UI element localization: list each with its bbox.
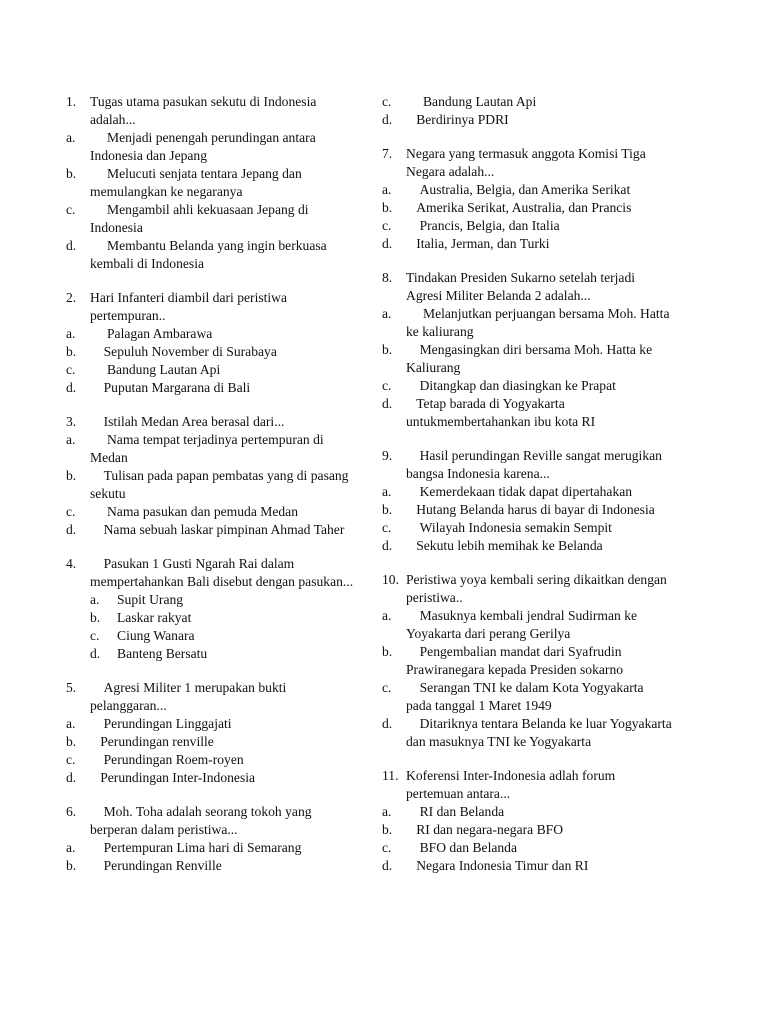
answer-option <box>382 483 672 501</box>
answer-option-text: Ciung Wanara <box>117 628 195 643</box>
question-stem-text: Koferensi Inter-Indonesia adlah forum pertemuan antara... <box>406 768 616 801</box>
answer-option-marker: b. <box>382 502 393 517</box>
question-8 <box>382 269 672 431</box>
question-stem-text: Agresi Militer 1 merupakan bukti pelanggaran... <box>90 680 287 713</box>
answer-option <box>382 377 672 395</box>
answer-option <box>66 751 356 769</box>
answer-option-text: RI dan negara-negara BFO <box>406 822 564 837</box>
question-stem-marker: 4. <box>66 556 77 571</box>
answer-option-text: Ditariknya tentara Belanda ke luar Yogyakarta dan masuknya TNI ke Yogyakarta <box>406 716 672 749</box>
answer-option-marker: c. <box>382 94 392 109</box>
answer-option-text: Melanjutkan perjuangan bersama Moh. Hatta ke kaliurang <box>406 306 670 339</box>
question-stem <box>66 679 356 715</box>
answer-option-marker: a. <box>90 592 100 607</box>
answer-option-marker: c. <box>382 218 392 233</box>
question-stem <box>66 555 356 591</box>
answer-option-text: Hutang Belanda harus di bayar di Indonesia <box>406 502 655 517</box>
answer-option-marker: a. <box>66 840 76 855</box>
answer-option-marker: a. <box>66 716 76 731</box>
answer-option <box>382 217 672 235</box>
answer-option-text: Tulisan pada papan pembatas yang di pasang sekutu <box>90 468 349 501</box>
question-stem-text: Hari Infanteri diambil dari peristiwa pertempuran.. <box>90 290 288 323</box>
answer-option-marker: c. <box>66 202 76 217</box>
answer-option-text: Perundingan Linggajati <box>90 716 232 731</box>
answer-option-text: Masuknya kembali jendral Sudirman ke Yoyakarta dari perang Gerilya <box>406 608 638 641</box>
question-stem-text: Istilah Medan Area berasal dari... <box>90 414 285 429</box>
question-stem-marker: 7. <box>382 146 393 161</box>
answer-option-marker: d. <box>66 770 77 785</box>
answer-option-text: Bandung Lautan Api <box>406 94 537 109</box>
answer-option-text: Mengasingkan diri bersama Moh. Hatta ke Kaliurang <box>406 342 653 375</box>
answer-option-marker: a. <box>382 484 392 499</box>
answer-option <box>66 857 356 875</box>
answer-option <box>66 165 356 201</box>
answer-option <box>66 431 356 467</box>
left-column <box>66 93 356 891</box>
answer-option-marker: a. <box>66 326 76 341</box>
answer-option <box>66 129 356 165</box>
answer-option-text: Tetap barada di Yogyakarta untukmembertahankan ibu kota RI <box>406 396 596 429</box>
answer-option-marker: d. <box>382 858 393 873</box>
question-stem-marker: 2. <box>66 290 77 305</box>
question-stem-text: Pasukan 1 Gusti Ngarah Rai dalam mempertahankan Bali disebut dengan pasukan... <box>90 556 354 589</box>
question-9 <box>382 447 672 555</box>
answer-option <box>66 201 356 237</box>
answer-option-marker: d. <box>382 396 393 411</box>
question-1 <box>66 93 356 273</box>
answer-option-text: Perundingan Roem-royen <box>90 752 244 767</box>
question-stem-text: Negara yang termasuk anggota Komisi Tiga Negara adalah... <box>406 146 646 179</box>
answer-option-marker: d. <box>382 538 393 553</box>
answer-option-marker: c. <box>66 504 76 519</box>
answer-option-marker: c. <box>66 752 76 767</box>
answer-option <box>66 361 356 379</box>
answer-option-text: Negara Indonesia Timur dan RI <box>406 858 589 873</box>
answer-option-marker: b. <box>382 644 393 659</box>
answer-option-marker: c. <box>382 840 392 855</box>
answer-option <box>382 839 672 857</box>
answer-option-text: Bandung Lautan Api <box>90 362 221 377</box>
question-4 <box>66 555 356 663</box>
question-stem <box>382 767 672 803</box>
answer-option-marker: a. <box>382 182 392 197</box>
answer-option <box>382 857 672 875</box>
answer-option <box>382 537 672 555</box>
answer-option <box>66 325 356 343</box>
question-10 <box>382 571 672 751</box>
answer-option <box>90 591 356 609</box>
question-stem-text: Tindakan Presiden Sukarno setelah terjadi Agresi Militer Belanda 2 adalah... <box>406 270 636 303</box>
answer-option-marker: a. <box>382 306 392 321</box>
answer-option-marker: d. <box>382 236 393 251</box>
answer-option <box>382 305 672 341</box>
answer-option-text: Wilayah Indonesia semakin Sempit <box>406 520 612 535</box>
question-stem-text: Hasil perundingan Reville sangat merugikan bangsa Indonesia karena... <box>406 448 662 481</box>
answer-option-text: Membantu Belanda yang ingin berkuasa kembali di Indonesia <box>90 238 327 271</box>
question-6 <box>66 803 356 875</box>
answer-option-text: Amerika Serikat, Australia, dan Prancis <box>406 200 632 215</box>
question-stem-marker: 11. <box>382 768 399 783</box>
answer-option-text: Nama tempat terjadinya pertempuran di Medan <box>90 432 324 465</box>
question-stem-marker: 6. <box>66 804 77 819</box>
answer-option <box>90 609 356 627</box>
question-stem-text: Moh. Toha adalah seorang tokoh yang berperan dalam peristiwa... <box>90 804 312 837</box>
answer-option <box>66 769 356 787</box>
question-stem-text: Peristiwa yoya kembali sering dikaitkan dengan peristiwa.. <box>406 572 667 605</box>
question-stem <box>66 289 356 325</box>
answer-option-text: Supit Urang <box>117 592 184 607</box>
answer-option-text: Pertempuran Lima hari di Semarang <box>90 840 302 855</box>
answer-option <box>66 733 356 751</box>
answer-option-text: Berdirinya PDRI <box>406 112 509 127</box>
question-stem <box>382 269 672 305</box>
answer-option-text: Nama pasukan dan pemuda Medan <box>90 504 298 519</box>
question-stem <box>66 413 356 431</box>
question-11 <box>382 767 672 875</box>
answer-option-text: Italia, Jerman, dan Turki <box>406 236 550 251</box>
answer-option <box>382 679 672 715</box>
answer-option-marker: b. <box>382 822 393 837</box>
question-stem-marker: 1. <box>66 94 77 109</box>
answer-option <box>66 715 356 733</box>
answer-option <box>382 715 672 751</box>
answer-option <box>66 237 356 273</box>
question-5 <box>66 679 356 787</box>
answer-option-list <box>66 591 356 663</box>
answer-option-marker: c. <box>382 680 392 695</box>
question-stem-marker: 5. <box>66 680 77 695</box>
answer-option <box>382 803 672 821</box>
answer-option-marker: c. <box>66 362 76 377</box>
answer-option-text: Australia, Belgia, dan Amerika Serikat <box>406 182 631 197</box>
answer-option-text: Perundingan renville <box>90 734 214 749</box>
answer-option <box>382 181 672 199</box>
answer-option-marker: a. <box>66 130 76 145</box>
question-stem <box>382 571 672 607</box>
answer-option-text: Banteng Bersatu <box>117 646 208 661</box>
question-stem-marker: 8. <box>382 270 393 285</box>
question-stem <box>382 447 672 483</box>
answer-option-marker: b. <box>66 468 77 483</box>
answer-option-text: Perundingan Renville <box>90 858 222 873</box>
answer-option-text: Sekutu lebih memihak ke Belanda <box>406 538 603 553</box>
question-stem <box>66 93 356 129</box>
answer-option-text: Serangan TNI ke dalam Kota Yogyakarta pada tanggal 1 Maret 1949 <box>406 680 644 713</box>
answer-option-text: Ditangkap dan diasingkan ke Prapat <box>406 378 616 393</box>
right-column <box>382 93 672 891</box>
answer-option <box>382 643 672 679</box>
answer-option <box>382 93 672 111</box>
answer-option-marker: a. <box>382 608 392 623</box>
answer-option <box>66 503 356 521</box>
answer-option <box>382 341 672 377</box>
answer-option-marker: b. <box>66 166 77 181</box>
answer-option-text: Puputan Margarana di Bali <box>90 380 251 395</box>
answer-option-marker: b. <box>382 200 393 215</box>
answer-option-marker: c. <box>382 520 392 535</box>
answer-option-marker: d. <box>66 238 77 253</box>
answer-option-text: Mengambil ahli kekuasaan Jepang di Indonesia <box>90 202 309 235</box>
question-stem-marker: 9. <box>382 448 393 463</box>
question-stem-marker: 3. <box>66 414 77 429</box>
answer-option <box>90 645 356 663</box>
question-stem <box>382 145 672 181</box>
answer-option-marker: d. <box>66 522 77 537</box>
answer-option-marker: c. <box>90 628 100 643</box>
answer-option <box>382 111 672 129</box>
answer-option-marker: b. <box>66 344 77 359</box>
answer-option <box>382 235 672 253</box>
question-2 <box>66 289 356 397</box>
answer-option-text: BFO dan Belanda <box>406 840 518 855</box>
answer-option-marker: d. <box>382 112 393 127</box>
answer-option-marker: c. <box>382 378 392 393</box>
answer-option-text: Perundingan Inter-Indonesia <box>90 770 256 785</box>
answer-option-text: Menjadi penengah perundingan antara Indonesia dan Jepang <box>90 130 316 163</box>
answer-option <box>382 519 672 537</box>
answer-option-marker: a. <box>66 432 76 447</box>
answer-option <box>66 521 356 539</box>
answer-option <box>66 379 356 397</box>
answer-option-text: Melucuti senjata tentara Jepang dan memulangkan ke negaranya <box>90 166 302 199</box>
answer-option-marker: b. <box>90 610 101 625</box>
question-3 <box>66 413 356 539</box>
question-6-continued <box>382 93 672 129</box>
answer-option <box>66 343 356 361</box>
answer-option-text: Sepuluh November di Surabaya <box>90 344 277 359</box>
answer-option-text: Pengembalian mandat dari Syafrudin Prawiranegara kepada Presiden sokarno <box>406 644 624 677</box>
answer-option-text: Prancis, Belgia, dan Italia <box>406 218 560 233</box>
answer-option-marker: b. <box>66 734 77 749</box>
question-stem <box>66 803 356 839</box>
answer-option-marker: d. <box>66 380 77 395</box>
answer-option-marker: a. <box>382 804 392 819</box>
answer-option <box>382 501 672 519</box>
answer-option <box>66 839 356 857</box>
question-stem-text: Tugas utama pasukan sekutu di Indonesia adalah... <box>90 94 317 127</box>
question-stem-marker: 10. <box>382 572 399 587</box>
answer-option-text: Palagan Ambarawa <box>90 326 213 341</box>
answer-option-text: RI dan Belanda <box>406 804 505 819</box>
answer-option <box>382 821 672 839</box>
answer-option-marker: b. <box>66 858 77 873</box>
answer-option <box>90 627 356 645</box>
answer-option <box>382 199 672 217</box>
question-7 <box>382 145 672 253</box>
answer-option-marker: d. <box>90 646 101 661</box>
answer-option-text: Laskar rakyat <box>117 610 192 625</box>
answer-option <box>382 607 672 643</box>
answer-option-text: Nama sebuah laskar pimpinan Ahmad Taher <box>90 522 345 537</box>
answer-option-text: Kemerdekaan tidak dapat dipertahakan <box>406 484 633 499</box>
answer-option-marker: b. <box>382 342 393 357</box>
answer-option <box>66 467 356 503</box>
answer-option <box>382 395 672 431</box>
answer-option-marker: d. <box>382 716 393 731</box>
